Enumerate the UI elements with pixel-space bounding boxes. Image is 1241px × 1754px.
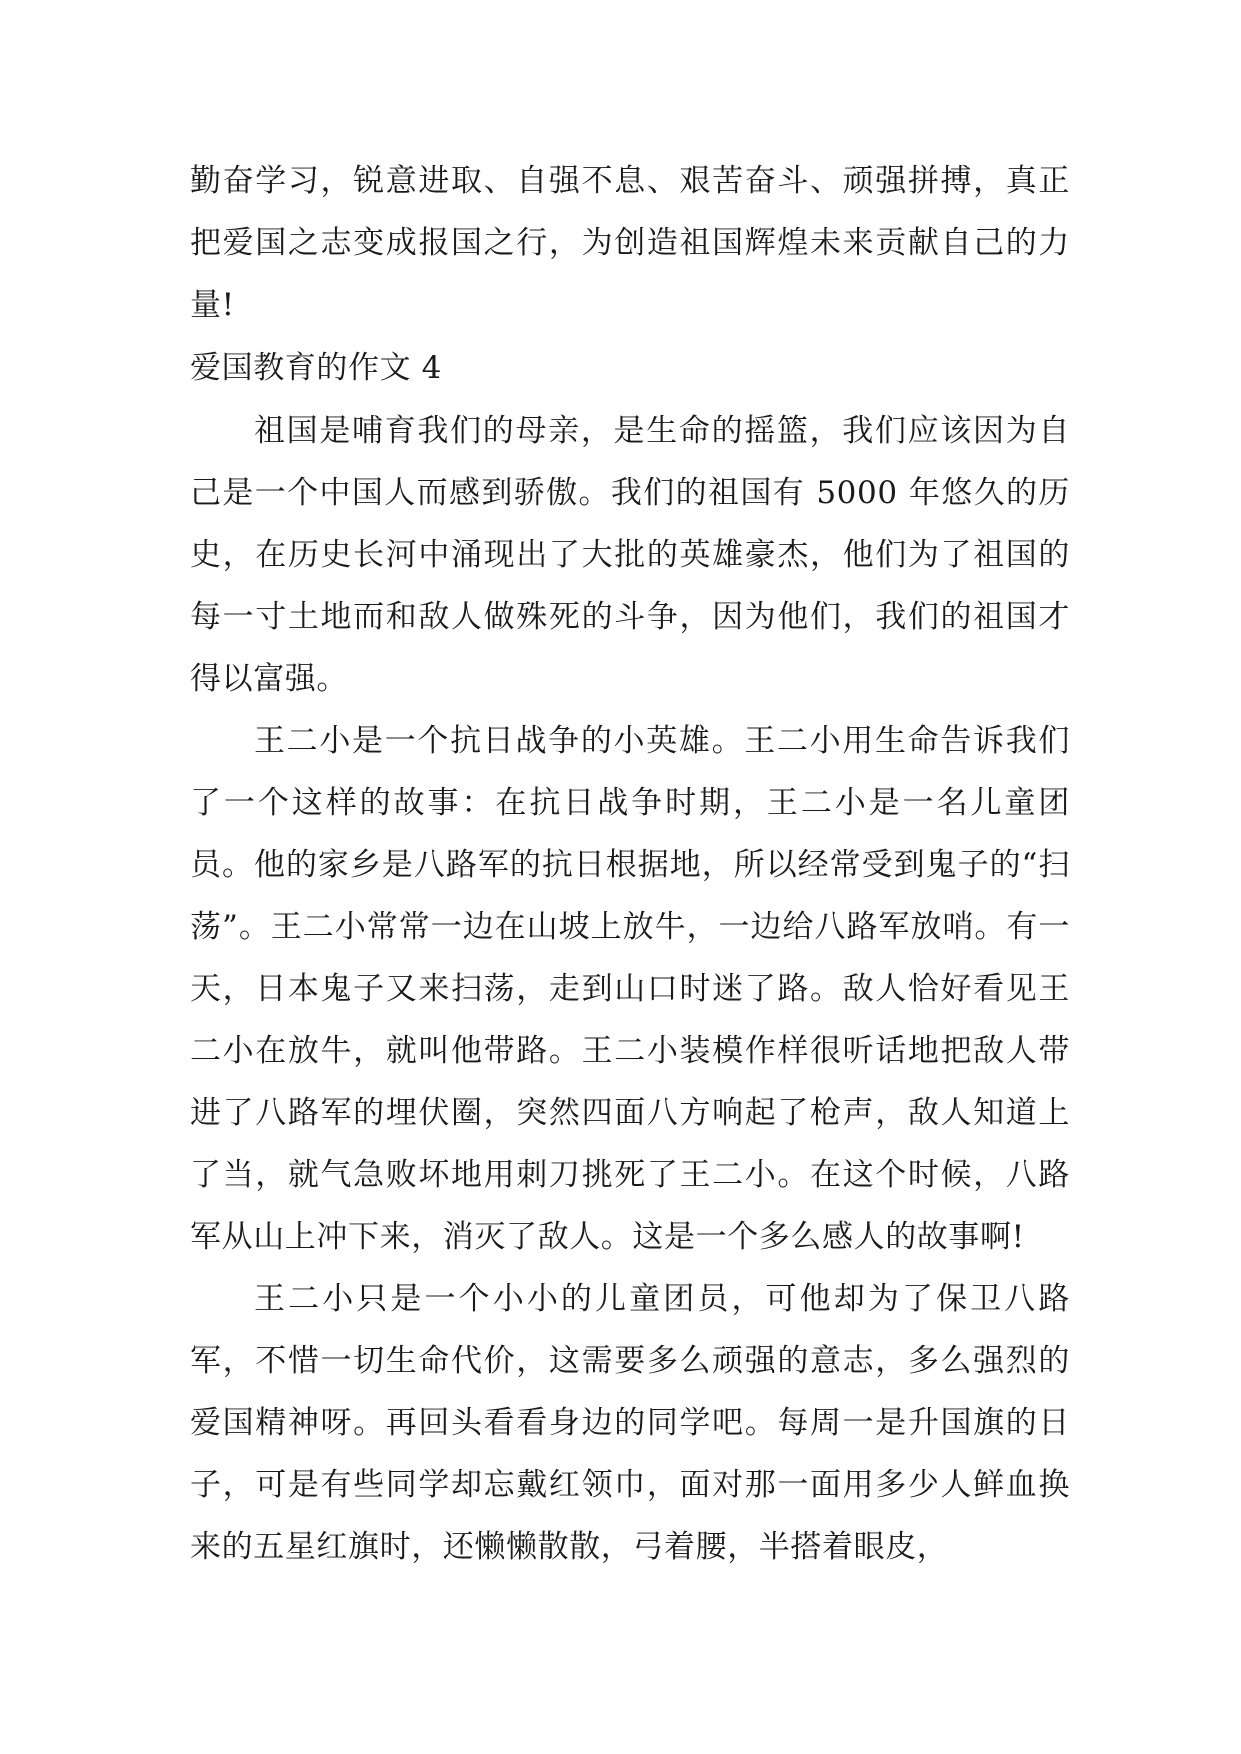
- paragraph: 王二小是一个抗日战争的小英雄。王二小用生命告诉我们了一个这样的故事：在抗日战争时期，王二小是一名儿童团员。他的家乡是八路军的抗日根据地，所以经常受到鬼子的“扫荡”。王二小常常一边在山坡上放牛，一边给八路军放哨。有一天，日本鬼子又来扫荡，走到山口时迷了路。敌人恰好看见王二小在放牛，就叫他带路。王二小装模作样很听话地把敌人带进了八路军的埋伏圈，突然四面八方响起了枪声，敌人知道上了当，就气急败坏地用刺刀挑死了王二小。在这个时候，八路军从山上冲下来，消灭了敌人。这是一个多么感人的故事啊!: [190, 723, 1070, 1255]
- section-title: 爱国教育的作文 4: [190, 350, 442, 386]
- paragraph: 祖国是哺育我们的母亲，是生命的摇篮，我们应该因为自己是一个中国人而感到骄傲。我们的祖国有 5000 年悠久的历史，在历史长河中涌现出了大批的英雄豪杰，他们为了祖国的每一寸土地而和敌人做殊死的斗争，因为他们，我们的祖国才得以富强。: [190, 413, 1070, 697]
- document-body: [190, 150, 1070, 1578]
- carryover-paragraph: 勤奋学习，锐意进取、自强不息、艰苦奋斗、顽强拼搏，真正把爱国之志变成报国之行，为创造祖国辉煌未来贡献自己的力量!: [190, 163, 1070, 323]
- paragraph: 王二小只是一个小小的儿童团员，可他却为了保卫八路军，不惜一切生命代价，这需要多么顽强的意志，多么强烈的爱国精神呀。再回头看看身边的同学吧。每周一是升国旗的日子，可是有些同学却忘戴红领巾，面对那一面用多少人鲜血换来的五星红旗时，还懒懒散散，弓着腰，半搭着眼皮，: [190, 1281, 1070, 1565]
